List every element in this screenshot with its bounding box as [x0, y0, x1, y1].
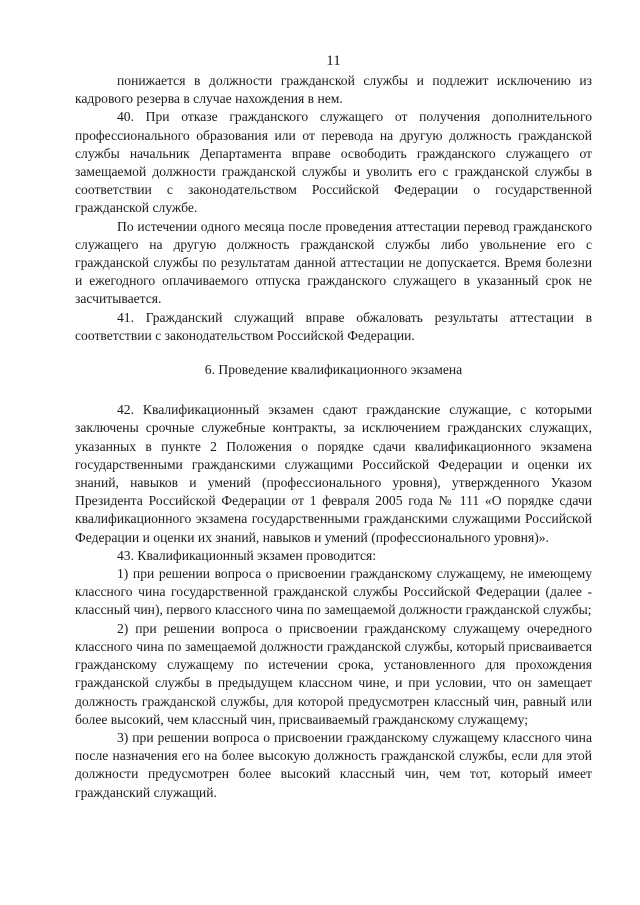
paragraph-42: 42. Квалификационный экзамен сдают гражданские служащие, с которыми заключены срочные служебные контракты, за исключением гражданских служащих, указанных в пункте 2 Положения о порядке сдачи квалификационного экзамена государственными гражданскими служащими Российской Федерации и оценки их знаний, навыков и умений (профессионального уровня), утвержденного Указом Президента Российской Федерации от 1 февраля 2005 года № 111 «О порядке сдачи квалификационного экзамена государственными гражданскими служащими Российской Федерации и оценки их знаний, навыков и умений (профессионального уровня)». — [75, 402, 592, 545]
paragraph: По истечении одного месяца после проведения аттестации перевод гражданского служащего на другую должность гражданской службы либо увольнение его с гражданской службы по результатам данной аттестации не допускается. Время болезни и ежегодного оплачиваемого отпуска гражданского служащего в указанный срок не засчитывается. — [75, 218, 592, 307]
paragraph-41: 41. Гражданский служащий вправе обжаловать результаты аттестации в соответствии с законодательством Российской Федерации. — [75, 309, 592, 343]
list-item-1: 1) при решении вопроса о присвоении гражданскому служащему, не имеющему классного чина государственной гражданской службы Российской Федерации (далее - классный чин), первого классного чина по замещаемой должности гражданской службы; — [75, 566, 592, 618]
page-number: 11 — [326, 53, 341, 69]
list-item-2: 2) при решении вопроса о присвоении гражданскому служащему очередного классного чина по замещаемой должности гражданской службы, который присваивается гражданскому служащему по истечении срока, установленного для прохождения гражданской службы в предыдущем классном чине, и при условии, что он замещает должность гражданской службы, для которой предусмотрен классный чин, равный или более высокий, чем классный чин, присваиваемый гражданскому служащему; — [75, 620, 592, 727]
section-heading: 6. Проведение квалификационного экзамена — [204, 362, 463, 378]
paragraph-40: 40. При отказе гражданского служащего от получения дополнительного профессионального образования или от перевода на другую должность гражданской службы начальник Департамента вправе освободить гражданского служащего от замещаемой должности гражданской службы и уволить его с гражданской службы в соответствии с законодательством Российской Федерации о государственной гражданской службе. — [75, 109, 592, 216]
document-body — [75, 72, 592, 802]
list-item-3: 3) при решении вопроса о присвоении гражданскому служащему классного чина после назначения его на более высокую должность гражданской службы, если для этой должности предусмотрен более высокий классный чин, чем тот, который имеет гражданский служащий. — [75, 729, 592, 800]
paragraph-43: 43. Квалификационный экзамен проводится: — [117, 547, 377, 563]
paragraph: понижается в должности гражданской службы и подлежит исключению из кадрового резерва в случае нахождения в нем. — [75, 73, 592, 107]
